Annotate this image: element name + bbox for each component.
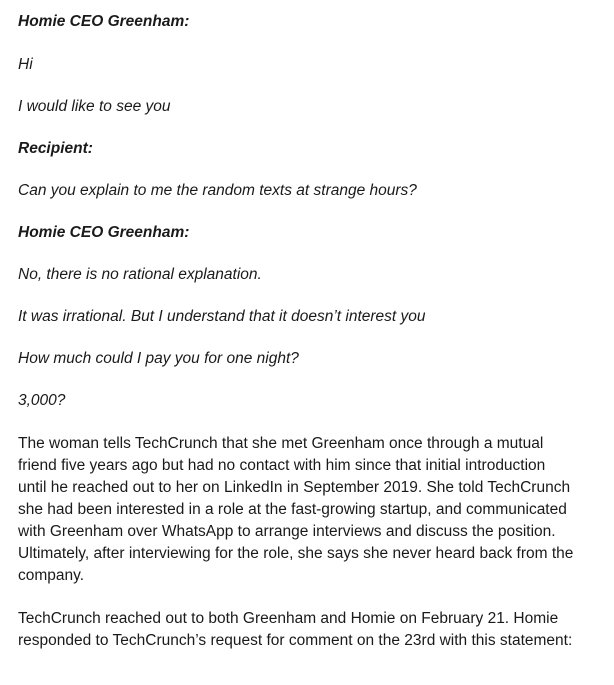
body-paragraph: The woman tells TechCrunch that she met Greenham once through a mutual friend five years ago but had no contact with him since that initial introduction until he reached out to her on LinkedIn in September 2019. She told TechCrunch she had been interested in a role at the fast-growing startup, and communicated with Greenham over WhatsApp to arrange interviews and discuss the position. Ultimately, after interviewing for the role, she says she never heard back from the company. (18, 435, 574, 584)
message-text: I would like to see you (18, 98, 171, 115)
speaker-label: Homie CEO Greenham: (18, 13, 190, 30)
message-text: Hi (18, 56, 33, 73)
message-text: Can you explain to me the random texts at strange hours? (18, 182, 417, 199)
message-text: How much could I pay you for one night? (18, 350, 299, 367)
speaker-label: Recipient: (18, 140, 93, 157)
message-text: 3,000? (18, 392, 66, 409)
body-paragraph: TechCrunch reached out to both Greenham and Homie on February 21. Homie responded to TechCrunch’s request for comment on the 23rd with this statement: (18, 610, 573, 649)
message-text: It was irrational. But I understand that it doesn’t interest you (18, 308, 426, 325)
message-text: No, there is no rational explanation. (18, 266, 262, 283)
speaker-label: Homie CEO Greenham: (18, 224, 190, 241)
